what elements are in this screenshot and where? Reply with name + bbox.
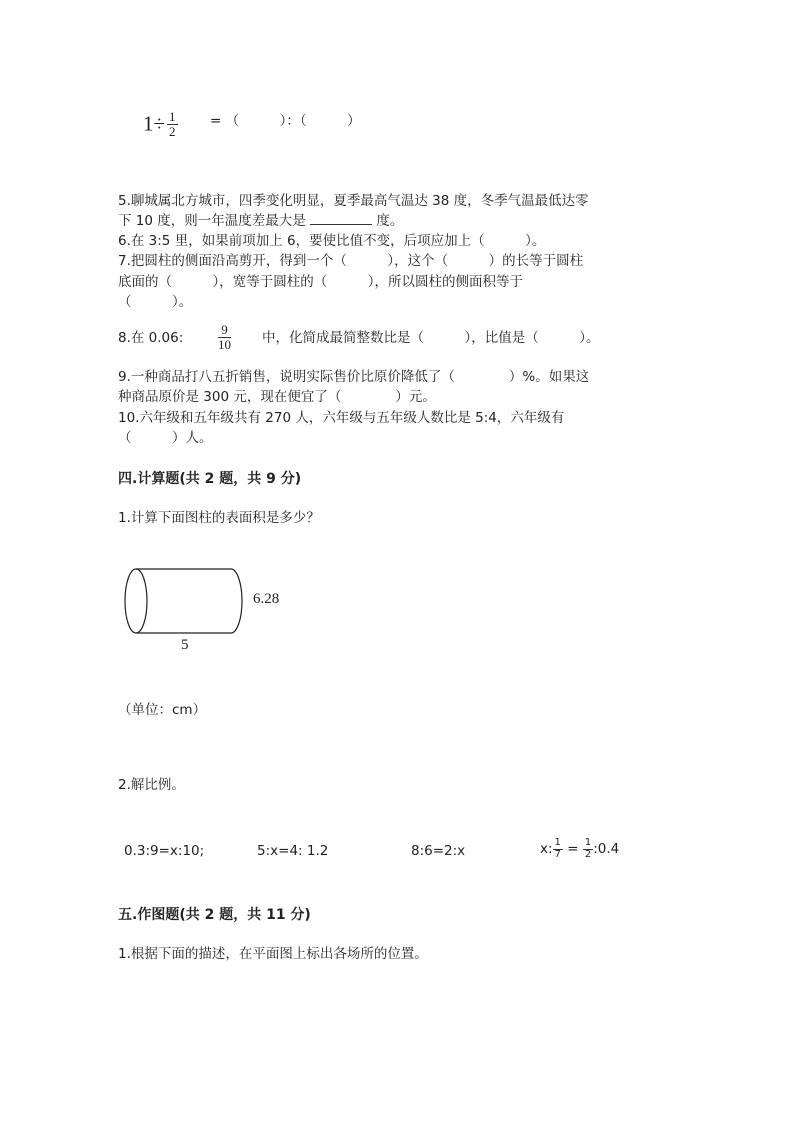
cylinder-left-face bbox=[125, 569, 147, 633]
calc-question-2: 2.解比例。 bbox=[118, 777, 185, 793]
question-8-fraction bbox=[218, 323, 231, 351]
question-7-line-3: （ ）。 bbox=[118, 294, 193, 310]
fraction-numerator: 1 bbox=[169, 109, 176, 124]
question-9-line-2: 种商品原价是 300 元，现在便宜了（ ）元。 bbox=[118, 389, 436, 405]
drawing-question-1: 1.根据下面的描述，在平面图上标出各场所的位置。 bbox=[118, 946, 428, 962]
proportion-1: 0.3:9=x:10; bbox=[124, 843, 205, 859]
question-5-line-2 bbox=[118, 211, 403, 231]
answer-blank[interactable] bbox=[310, 211, 372, 225]
proportion-4-a: x: bbox=[540, 841, 553, 857]
proportion-2: 5:x=4: 1.2 bbox=[257, 843, 329, 859]
cylinder-diameter-label: 6.28 bbox=[253, 591, 280, 607]
section-5-title: 五.作图题(共 2 题，共 11 分) bbox=[118, 907, 311, 923]
fraction-numerator: 1 bbox=[554, 837, 561, 848]
question-6: 6.在 3:5 里，如果前项加上 6，要使比值不变，后项应加上（ ）。 bbox=[118, 233, 546, 249]
question-7-line-1: 7.把圆柱的侧面沿高剪开，得到一个（ ），这个（ ）的长等于圆柱 bbox=[118, 253, 584, 269]
expression-1 bbox=[143, 110, 178, 138]
proportion-4-fraction-2 bbox=[583, 838, 593, 860]
cylinder-length-label: 5 bbox=[181, 637, 189, 653]
section-4-title: 四.计算题(共 2 题，共 9 分) bbox=[118, 471, 302, 487]
fraction-numerator: 1 bbox=[584, 837, 592, 848]
question-10-line-2: （ ）人。 bbox=[118, 430, 213, 446]
expression-1-lead: 1÷ bbox=[143, 111, 166, 136]
fraction-denominator: 2 bbox=[584, 848, 592, 860]
fraction-denominator: 2 bbox=[169, 123, 176, 139]
proportion-4 bbox=[540, 838, 619, 860]
fraction-denominator: 10 bbox=[218, 336, 231, 352]
calc-question-1: 1.计算下面图柱的表面积是多少？ bbox=[118, 510, 320, 526]
question-5-line-1: 5.聊城属北方城市，四季变化明显，夏季最高气温达 38 度，冬季气温最低达零 bbox=[118, 193, 589, 209]
expression-1-fraction bbox=[167, 110, 178, 138]
question-10-line-1: 10.六年级和五年级共有 270 人，六年级与五年级人数比是 5:4，六年级有 bbox=[118, 410, 565, 426]
expression-1-rest: = （ ）：（ ） bbox=[210, 113, 361, 129]
fraction-denominator: 7 bbox=[554, 848, 561, 860]
question-5-line-2-b: 度。 bbox=[372, 213, 404, 229]
proportion-4-mid: = bbox=[562, 841, 583, 857]
proportion-4-b: :0.4 bbox=[593, 841, 620, 857]
question-8-rest: 中，化简成最简整数比是（ ），比值是（ ）。 bbox=[262, 330, 600, 346]
proportion-3: 8:6=2:x bbox=[411, 843, 466, 859]
cylinder-figure bbox=[118, 560, 318, 660]
question-8-lead: 8.在 0.06: bbox=[118, 330, 184, 346]
unit-note: （单位：cm） bbox=[118, 702, 207, 718]
question-9-line-1: 9.一种商品打八五折销售，说明实际售价比原价降低了（ ）%。如果这 bbox=[118, 369, 590, 385]
proportion-4-fraction-1 bbox=[553, 838, 563, 860]
cylinder-right-face bbox=[231, 569, 242, 633]
question-5-line-2-a: 下 10 度，则一年温度差最大是 bbox=[118, 213, 311, 229]
fraction-numerator: 9 bbox=[218, 323, 231, 338]
question-7-line-2: 底面的（ ），宽等于圆柱的（ ），所以圆柱的侧面积等于 bbox=[118, 274, 523, 290]
